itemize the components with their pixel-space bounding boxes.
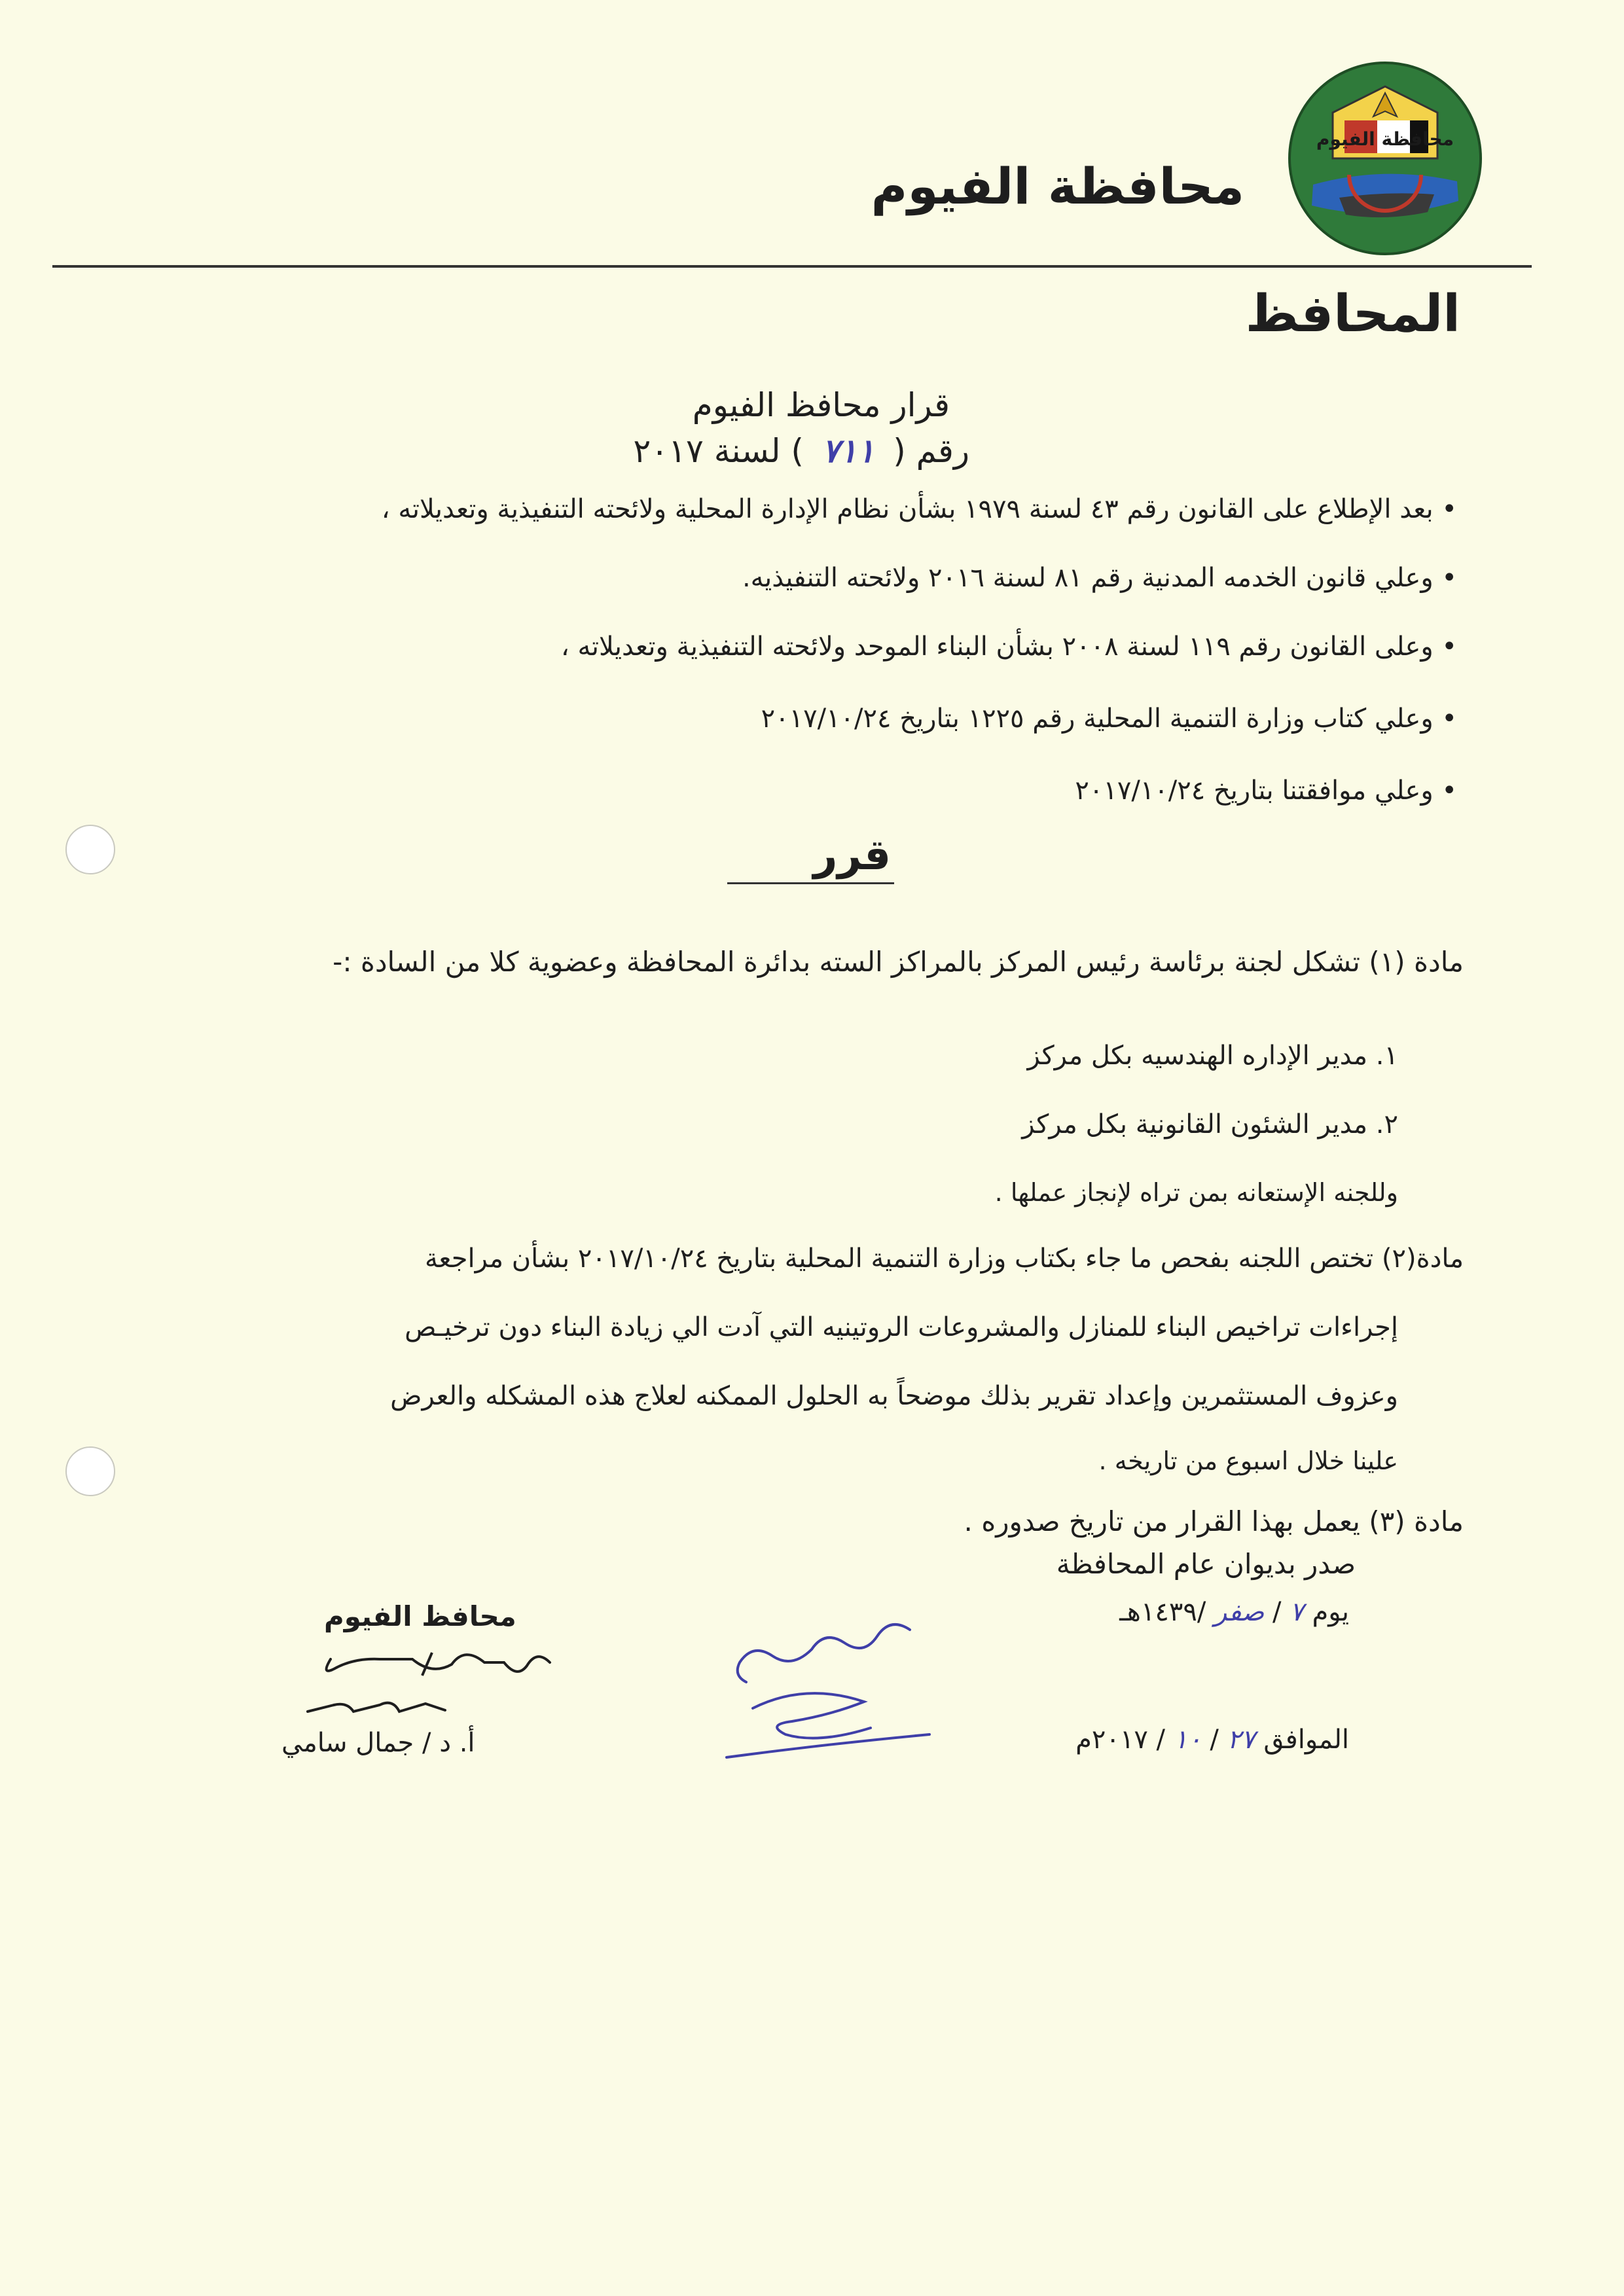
punch-hole <box>65 825 115 874</box>
office-title: المحافظ <box>1245 285 1460 344</box>
hijri-year: /١٤٣٩هـ <box>1119 1597 1206 1627</box>
committee-member: ١. مدير الإداره الهندسيه بكل مركز <box>1027 1041 1398 1071</box>
article-2-line: وعزوف المستثمرين وإعداد تقرير بذلك موضحاً به الحلول الممكنه لعلاج هذه المشكله والعرض <box>390 1381 1398 1411</box>
article-2-line: مادة(٢) تختص اللجنه بفحص ما جاء بكتاب وزارة التنمية المحلية بتاريخ ٢٠١٧/١٠/٢٤ بشأن مراجعة <box>424 1244 1464 1274</box>
decree-number-line <box>633 432 969 470</box>
hijri-month: صفر <box>1214 1597 1265 1627</box>
preamble-clause: • وعلى القانون رقم ١١٩ لسنة ٢٠٠٨ بشأن البناء الموحد ولائحته التنفيذية وتعديلاته ، <box>560 632 1457 662</box>
decree-number-suffix: ) لسنة ٢٠١٧ <box>633 432 804 470</box>
gregorian-date-line: الموافق ٢٧ / ١٠ / ٢٠١٧م <box>1075 1725 1349 1755</box>
preamble-clause: • وعلي قانون الخدمه المدنية رقم ٨١ لسنة ٢٠١٦ ولائحته التنفيذيه. <box>742 563 1457 593</box>
decree-number-handwritten: ٧١١ <box>821 432 875 470</box>
article-3: مادة (٣) يعمل بهذا القرار من تاريخ صدوره . <box>964 1505 1464 1537</box>
signatory-title: محافظ الفيوم <box>324 1600 516 1632</box>
ad-day: ٢٧ <box>1227 1725 1255 1755</box>
header-divider <box>52 265 1532 268</box>
punch-hole <box>65 1446 115 1496</box>
hijri-date-line: يوم ٧ / صفر /١٤٣٩هـ <box>1119 1597 1349 1627</box>
article-1: مادة (١) تشكل لجنة برئاسة رئيس المركز بالمراكز السته بدائرة المحافظة وعضوية كلا من السادة :- <box>333 946 1464 978</box>
day-label: يوم <box>1312 1597 1349 1627</box>
decree-number-prefix: رقم ( <box>893 432 969 470</box>
decision-heading: قرر <box>813 831 891 880</box>
preamble-clause: • وعلي موافقتنا بتاريخ ٢٠١٧/١٠/٢٤ <box>1075 776 1457 806</box>
committee-note: وللجنه الإستعانه بمن تراه لإنجاز عملها . <box>994 1178 1398 1207</box>
second-handwritten-signature <box>713 1610 936 1767</box>
preamble-clause: • بعد الإطلاع على القانون رقم ٤٣ لسنة ١٩٧٩ بشأن نظام الإدارة المحلية ولائحته التنفيذية وتعديلاته ، <box>381 494 1457 524</box>
ad-month: ١٠ <box>1173 1725 1202 1755</box>
issued-at-line: صدر بديوان عام المحافظة <box>1056 1548 1356 1580</box>
governorate-emblem-logo <box>1287 60 1483 257</box>
ad-label: الموافق <box>1263 1725 1349 1755</box>
signatory-name: أ. د / جمال سامي <box>281 1728 475 1758</box>
emblem-text: محافظة الفيوم <box>1316 128 1454 150</box>
preamble-clause: • وعلي كتاب وزارة التنمية المحلية رقم ١٢٢٥ بتاريخ ٢٠١٧/١٠/٢٤ <box>761 704 1457 734</box>
decision-underline <box>727 882 894 884</box>
article-2-line: علينا خلال اسبوع من تاريخه . <box>1098 1446 1398 1475</box>
committee-member: ٢. مدير الشئون القانونية بكل مركز <box>1022 1109 1398 1139</box>
hijri-day: ٧ <box>1290 1597 1304 1627</box>
ad-year: / ٢٠١٧م <box>1075 1725 1166 1755</box>
decree-title: قرار محافظ الفيوم <box>692 386 950 424</box>
organization-name: محافظة الفيوم <box>871 157 1244 215</box>
article-2-line: إجراءات تراخيص البناء للمنازل والمشروعات الروتينيه التي آدت الي زيادة البناء دون ترخيـص <box>405 1312 1398 1342</box>
